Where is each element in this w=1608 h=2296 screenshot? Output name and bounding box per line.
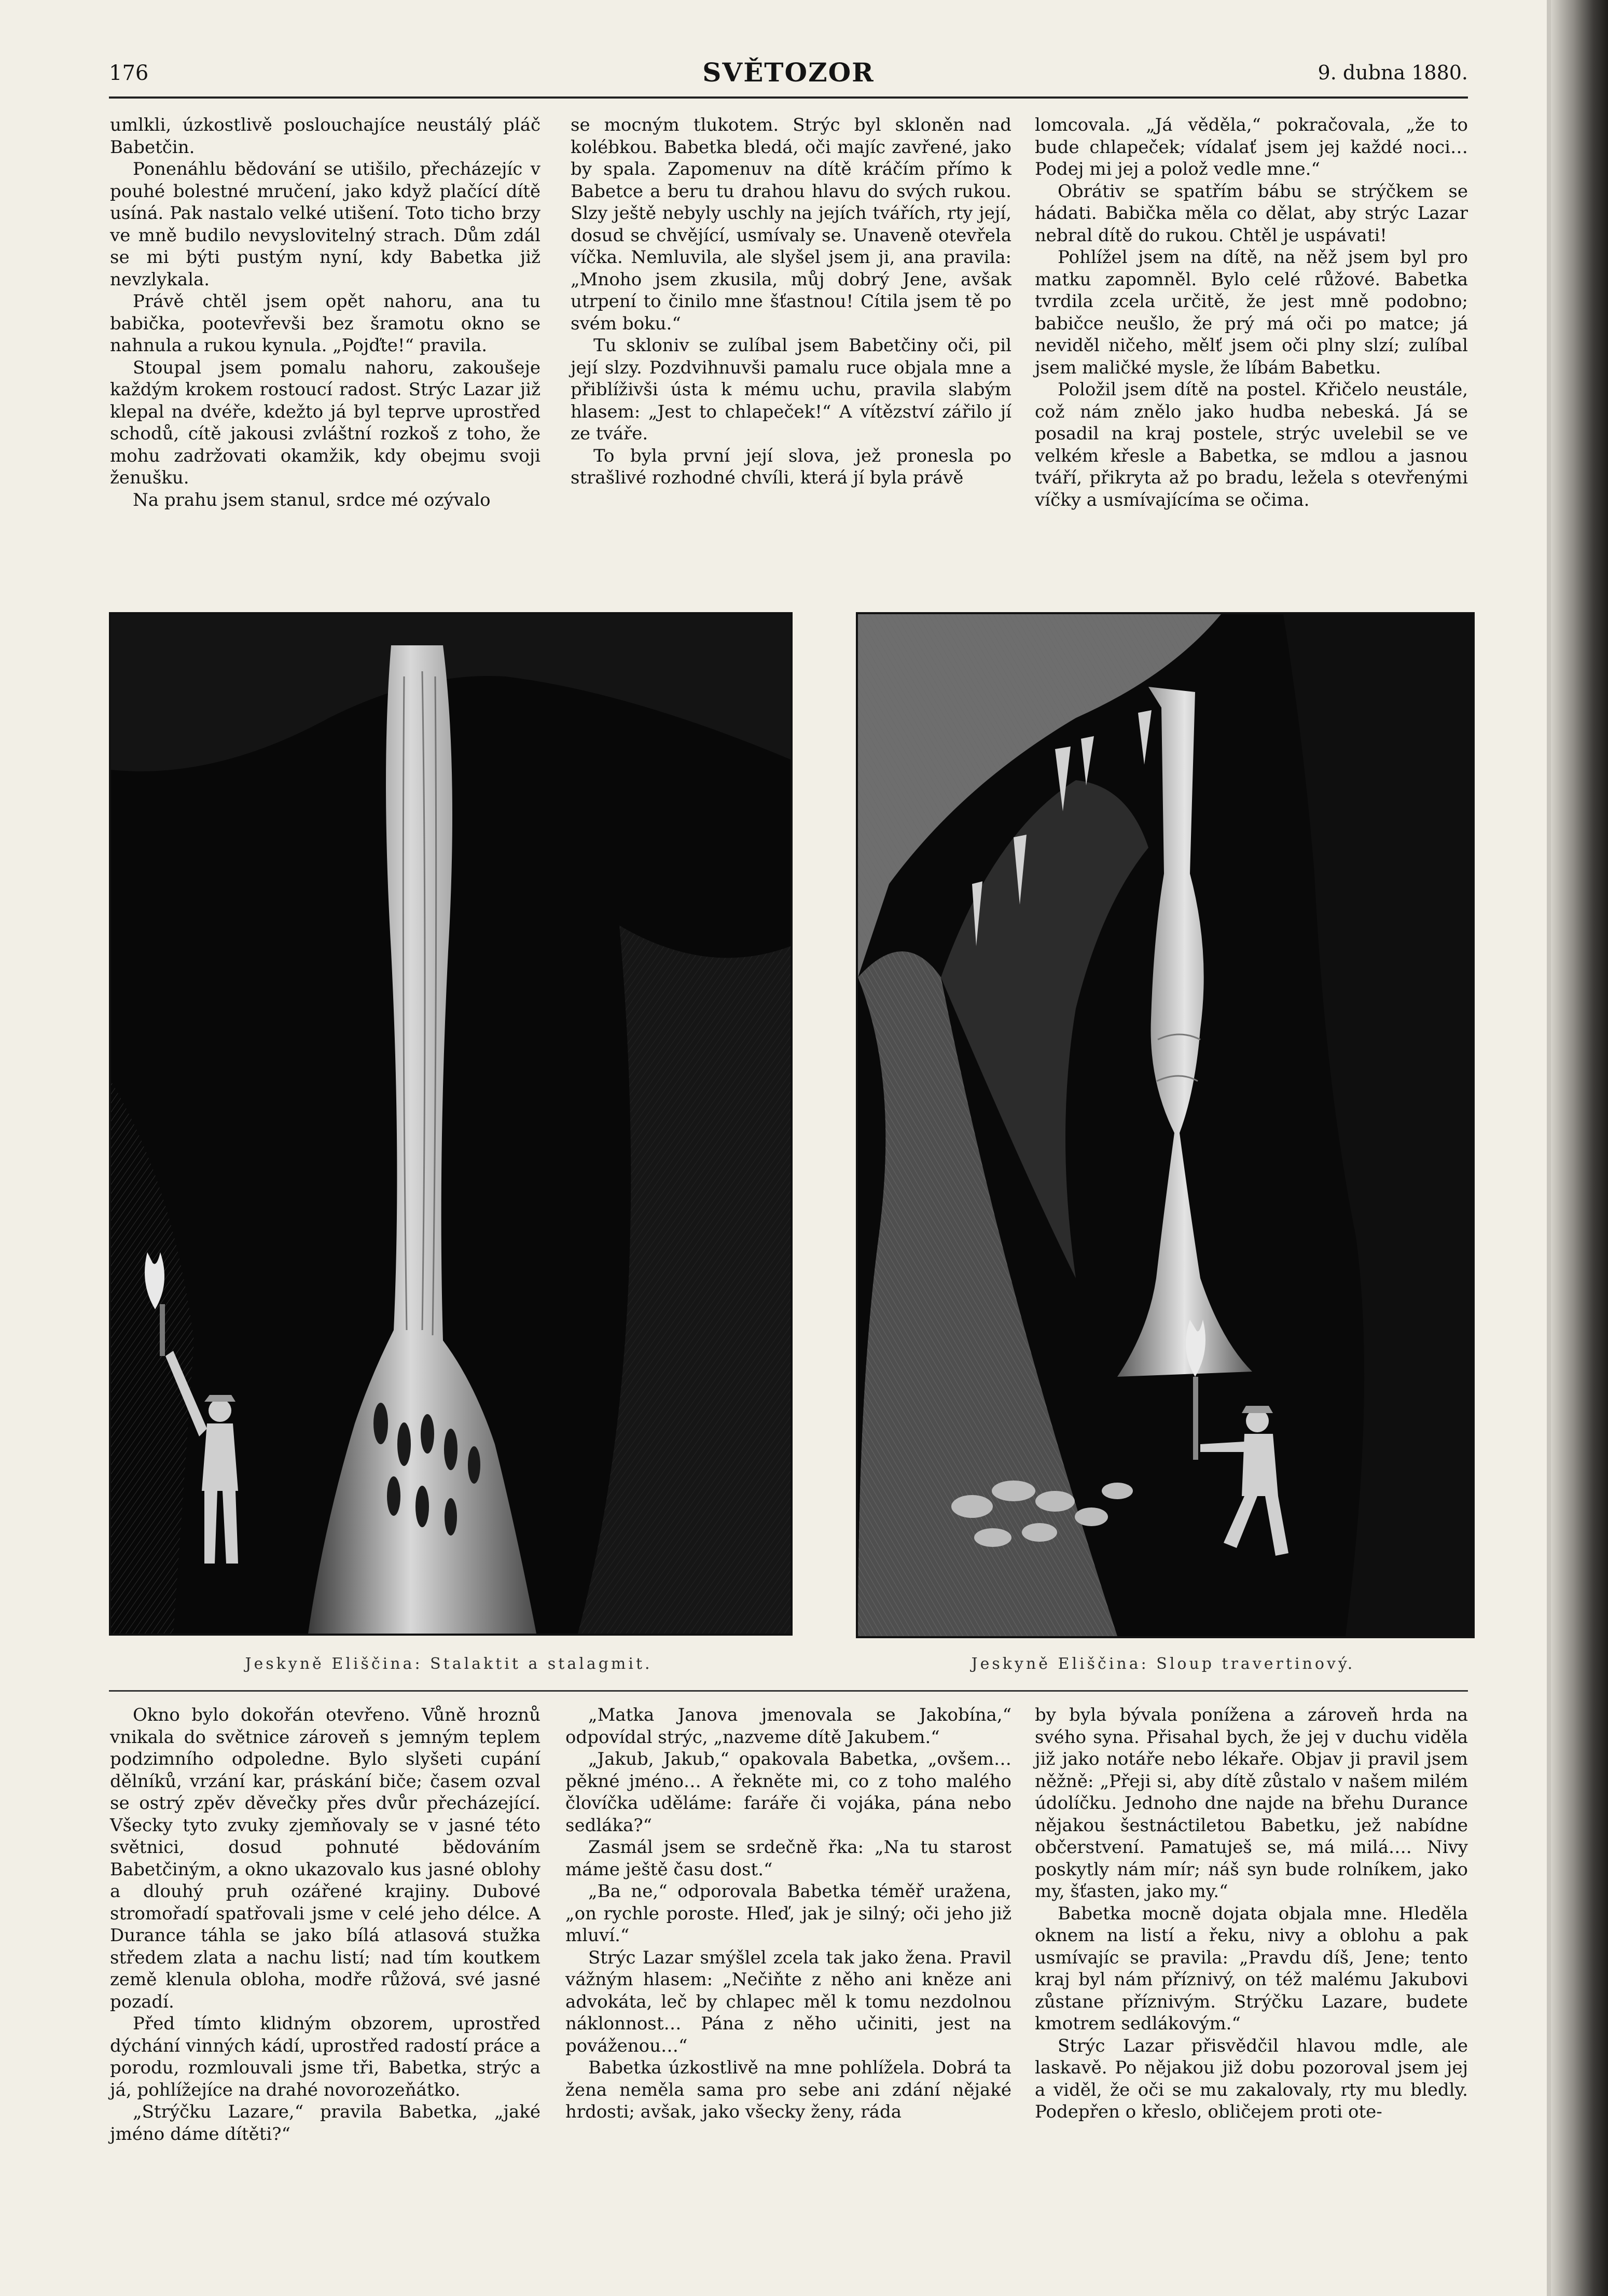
- page-number: 176: [109, 61, 149, 85]
- cave-engraving-1: [111, 614, 791, 1634]
- bottom-column-3: [1035, 1704, 1468, 2123]
- cave-engraving-2: [858, 614, 1473, 1636]
- figure-2-caption: Jeskyně Eliščina: Sloup travertinový.: [971, 1655, 1355, 1673]
- paragraph: lomcovala. „Já věděla,“ pokračovala, „že to bude chlapeček; vídalať jsem jej každé noci… Podej mi jej a polož vedle mne.“: [1035, 115, 1468, 179]
- paragraph: Tu skloniv se zulíbal jsem Babetčiny oči, pil její slzy. Pozdvihnuvši pamalu ruce objala mne a přiblíživši ústa k mému uchu, pravila slabým hlasem: „Jest to chlapeček!“ A vítězství zářilo jí ze tváře.: [571, 335, 1011, 444]
- paragraph: Babetka mocně dojata objala mne. Hleděla oknem na listí a řeku, nivy a oblohu a pak usmívajíc se pravila: „Pravdu díš, Jene; tento kraj byl nám příznivý, on též malému Jakubovi zůstane příznivým. Strýčku Lazare, budete kmotrem sedlákovým.“: [1035, 1903, 1468, 2034]
- bottom-column-1: [110, 1704, 540, 2145]
- paragraph: by byla bývala ponížena a zároveň hrda na svého syna. Přisahal bych, že jej v duchu viděla již jako notáře nebo lékaře. Objav ji pravil jsem něžně: „Přeji si, aby dítě zůstalo v našem milém údolíčku. Jednoho dne najde na břehu Durance nějakou šestnáctiletou Babetku, jež nabídne občerstvení. Pamatuješ se, má milá…. Nivy poskytly nám mír; náš syn bude rolníkem, jako my, šťasten, jako my.“: [1035, 1705, 1468, 1902]
- masthead-title: SVĚTOZOR: [702, 57, 875, 88]
- paragraph: „Matka Janova jmenovala se Jakobína,“ odpovídal strýc, „nazveme dítě Jakubem.“: [565, 1705, 1011, 1748]
- paragraph: Položil jsem dítě na postel. Křičelo neustále, což nám znělo jako hudba nebeská. Já se posadil na kraj postele, strýc uvelebil se ve velkém křesle a Babetka, se mdlou a jasnou tváří, přikryta až po bradu, ležela s otevřenými víčky a usmívajícíma se očima.: [1035, 379, 1468, 510]
- paragraph: Babetka úzkostlivě na mne pohlížela. Dobrá ta žena neměla sama pro sebe ani zdání nějaké hrdosti; avšak, jako všecky ženy, ráda: [565, 2057, 1011, 2122]
- paragraph: Zasmál jsem se srdečně řka: „Na tu starost máme ještě času dost.“: [565, 1837, 1011, 1880]
- paragraph: Právě chtěl jsem opět nahoru, ana tu babička, pootevřevši bez šramotu okno se nahnula a rukou kynula. „Pojďte!“ pravila.: [110, 291, 540, 356]
- top-column-3: [1035, 114, 1468, 511]
- figure-stalactite-stalagmite: [109, 612, 793, 1636]
- binding-edge: [1551, 0, 1608, 2296]
- figure-travertine-column: [856, 612, 1475, 1638]
- header-rule: [109, 96, 1468, 99]
- paragraph: „Ba ne,“ odporovala Babetka téměř uražena, „on rychle poroste. Hleď, jak je silný; oči jeho již mluví.“: [565, 1881, 1011, 1946]
- paragraph: „Strýčku Lazare,“ pravila Babetka, „jaké jméno dáme dítěti?“: [110, 2101, 540, 2145]
- paragraph: Obrátiv se spatřím bábu se strýčkem se hádati. Babička měla co dělat, aby strýc Lazar nebral dítě do rukou. Chtěl je uspávati!: [1035, 181, 1468, 246]
- paragraph: Strýc Lazar přisvědčil hlavou mdle, ale laskavě. Po nějakou již dobu pozoroval jsem jej a viděl, že oči se mu zakalovaly, rty mu bledly. Podepřen o křeslo, obličejem proti ote-: [1035, 2035, 1468, 2122]
- paragraph: To byla první její slova, jež pronesla po strašlivé rozhodné chvíli, která jí byla právě: [571, 445, 1011, 488]
- paragraph: Pohlížel jsem na dítě, na něž jsem byl pro matku zapomněl. Bylo celé růžové. Babetka tvrdila zcela určitě, že jest mně podobno; babičce neušlo, že prý má oči po matce; já neviděl ničeho, mělť jsem oči plny slzí; zulíbal jsem maličké mysle, že líbám Babetku.: [1035, 247, 1468, 378]
- paragraph: Stoupal jsem pomalu nahoru, zakoušeje každým krokem rostoucí radost. Strýc Lazar již klepal na dvéře, kdežto já byl teprve uprostřed schodů, cítě jakousi zvláštní rozkoš z toho, že mohu zadržovati okamžik, kdy obejmu svoji ženušku.: [110, 357, 540, 488]
- section-divider: [109, 1690, 1468, 1692]
- issue-date: 9. dubna 1880.: [1318, 61, 1468, 84]
- paragraph: „Jakub, Jakub,“ opakovala Babetka, „ovšem… pěkné jméno… A řekněte mi, co z toho malého človíčka uděláme: faráře či vojáka, pána nebo sedláka?“: [565, 1749, 1011, 1836]
- top-column-2: [571, 114, 1011, 489]
- figure-1-caption: Jeskyně Eliščina: Stalaktit a stalagmit.: [245, 1655, 653, 1673]
- paragraph: Před tímto klidným obzorem, uprostřed dýchání vinných kádí, uprostřed radostí práce a porodu, rozmlouvali jsme tři, Babetka, strýc a já, pohlížejíce na drahé novorozeňátko.: [110, 2013, 540, 2100]
- top-column-1: [110, 114, 540, 511]
- paragraph: se mocným tlukotem. Strýc byl skloněn nad kolébkou. Babetka bledá, oči majíc zavřené, jako by spala. Zapomenuv na dítě kráčím přímo k Babetce a beru tu drahou hlavu do svých rukou. Slzy ještě nebyly uschly na jejích tvářích, rty její, dosud se chvějící, usmívaly se. Unaveně otevřela víčka. Nemluvila, ale slyšel jsem ji, ana pravila: „Mnoho jsem zkusila, můj dobrý Jene, avšak utrpení to činilo mne šťastnou! Cítila jsem tě po svém boku.“: [571, 115, 1011, 334]
- paragraph: Ponenáhlu bědování se utišilo, přecházejíc v pouhé bolestné mručení, jako když plačící dítě usíná. Pak nastalo velké utišení. Toto ticho brzy ve mně budilo nevyslovitelný strach. Dům zdál se mi býti pustým nyní, kdy Babetka již nevzlykala.: [110, 159, 540, 290]
- bottom-column-2: [565, 1704, 1011, 2123]
- paragraph: Okno bylo dokořán otevřeno. Vůně hroznů vnikala do světnice zároveň s jemným teplem podzimního odpoledne. Bylo slyšeti cupání dělníků, vrzání kar, práskání biče; časem ozval se ostrý zpěv děvečky přes dvůr přecházející. Všecky tyto zvuky zjemňovaly se v jasné této světnici, dosud pohnuté bědováním Babetčiným, a okno ukazovalo kus jasné oblohy a dlouhý pruh ozářené krajiny. Dubové stromořadí spatřovali jsme v celé jeho délce. A Durance táhla se jako bílá atlasová stužka středem zlata a nachu listí; nad tím koutkem země klenula obloha, modře růžová, své jasné pozadí.: [110, 1705, 540, 2012]
- paragraph: umlkli, úzkostlivě poslouchajíce neustálý pláč Babetčin.: [110, 115, 540, 158]
- binding-edge-line: [1547, 0, 1551, 2296]
- paragraph: Strýc Lazar smýšlel zcela tak jako žena. Pravil vážným hlasem: „Nečiňte z něho ani kněze ani advokáta, leč by chlapec měl k tomu nezdolnou náklonnost… Pána z něho učiniti, jest na pováženou…“: [565, 1947, 1011, 2056]
- paragraph: Na prahu jsem stanul, srdce mé ozývalo: [133, 489, 491, 510]
